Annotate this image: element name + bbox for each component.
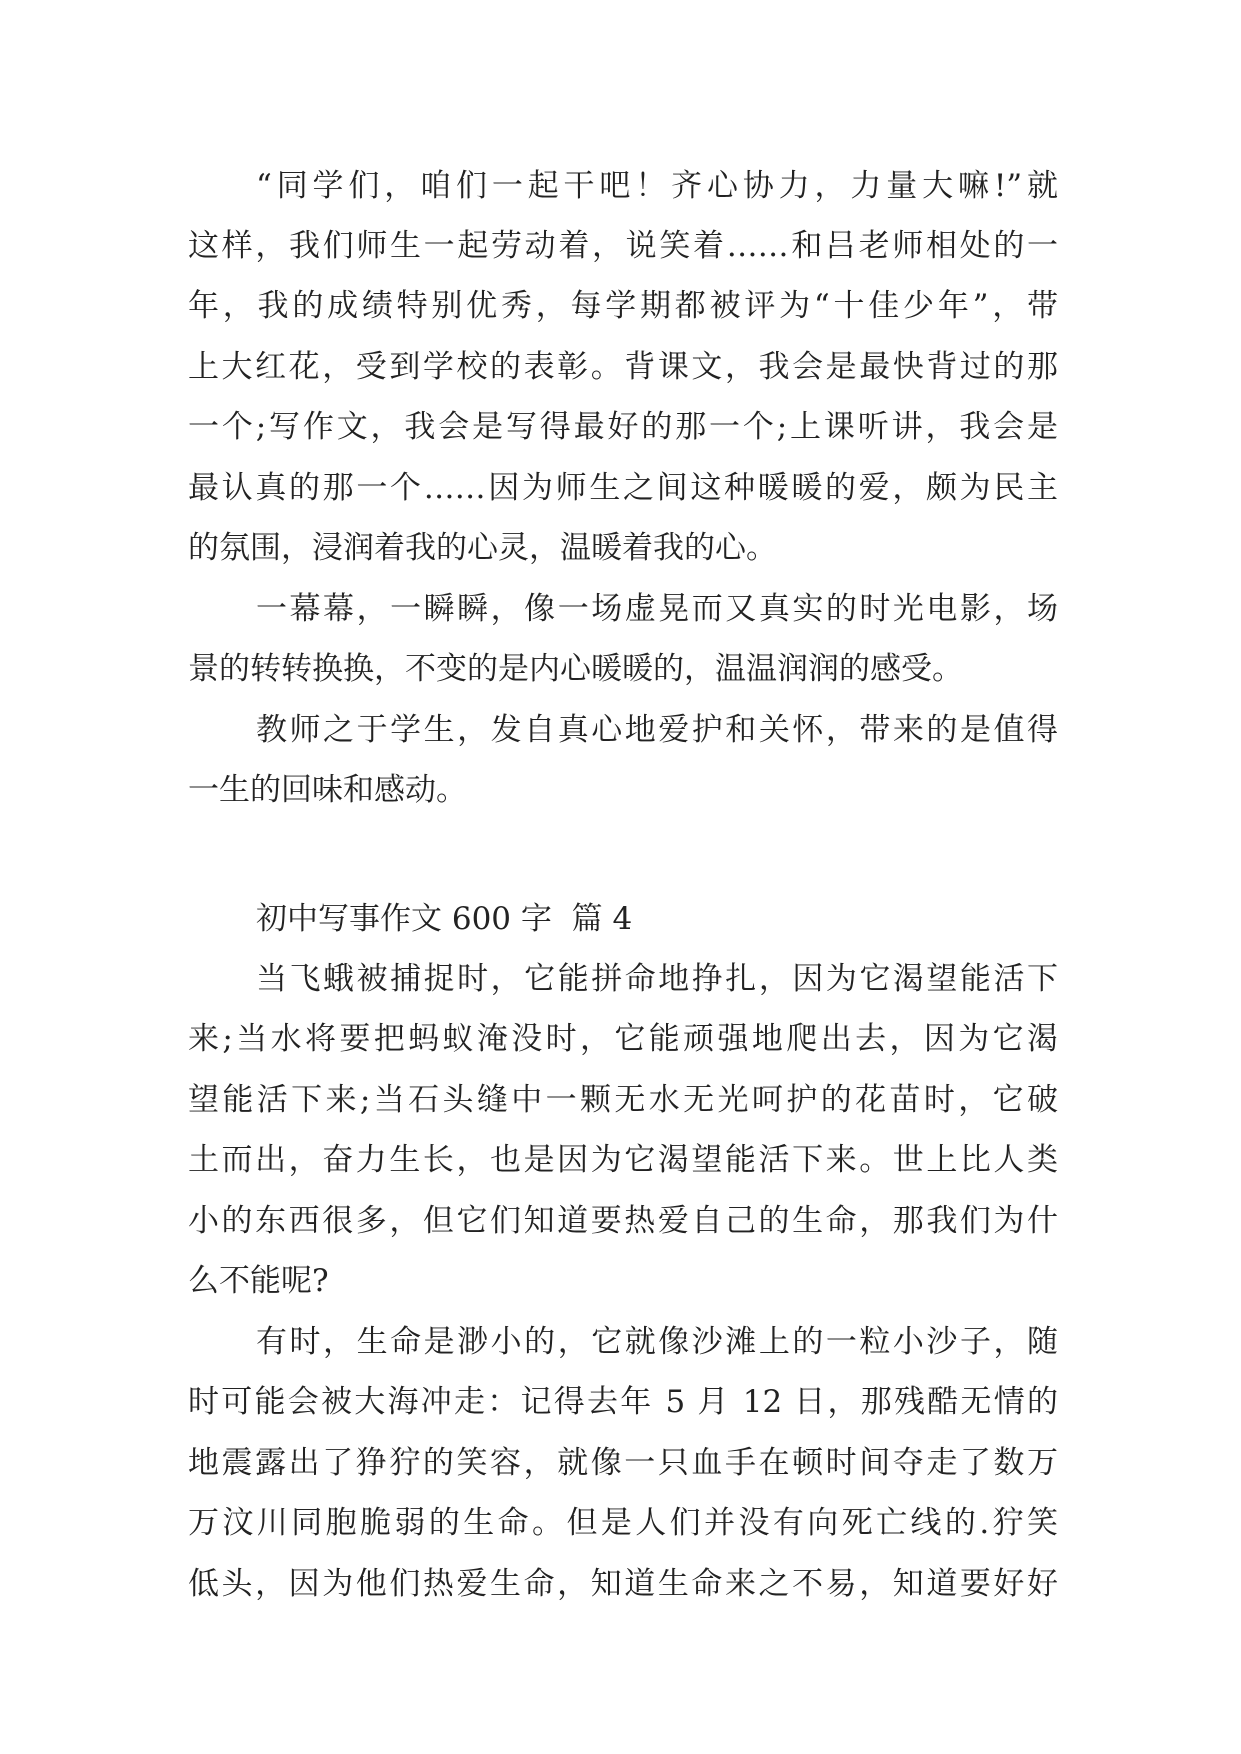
text-line: 万汶川同胞脆弱的生命。但是人们并没有向死亡线的.狞笑 xyxy=(188,1505,1058,1541)
text-line: 地震露出了狰狞的笑容，就像一只血手在顿时间夺走了数万 xyxy=(188,1445,1058,1481)
text-line: 一生的回味和感动。 xyxy=(188,772,467,808)
text-line: 有时，生命是渺小的，它就像沙滩上的一粒小沙子，随 xyxy=(256,1324,1058,1360)
text-line: 土而出，奋力生长，也是因为它渴望能活下来。世上比人类 xyxy=(188,1142,1058,1178)
text-line: 当飞蛾被捕捉时，它能拼命地挣扎，因为它渴望能活下 xyxy=(256,961,1058,997)
text-line: 最认真的那一个……因为师生之间这种暖暖的爱，颇为民主 xyxy=(188,470,1058,506)
text-line: 的氛围，浸润着我的心灵，温暖着我的心。 xyxy=(188,530,777,566)
text-line: 小的东西很多，但它们知道要热爱自己的生命，那我们为什 xyxy=(188,1203,1058,1239)
text-line: 上大红花，受到学校的表彰。背课文，我会是最快背过的那 xyxy=(188,349,1058,385)
text-line: 一个;写作文，我会是写得最好的那一个;上课听讲，我会是 xyxy=(188,409,1058,445)
text-line: 这样，我们师生一起劳动着，说笑着……和吕老师相处的一 xyxy=(188,228,1058,264)
text-line: 时可能会被大海冲走：记得去年 5 月 12 日，那残酷无情的 xyxy=(188,1384,1058,1420)
text-line: 来;当水将要把蚂蚁淹没时，它能顽强地爬出去，因为它渴 xyxy=(188,1021,1058,1057)
text-line: 么不能呢? xyxy=(188,1263,329,1299)
text-line: 低头，因为他们热爱生命，知道生命来之不易，知道要好好 xyxy=(188,1566,1058,1602)
text-line: 一幕幕，一瞬瞬，像一场虚晃而又真实的时光电影，场 xyxy=(256,591,1058,627)
text-line: 教师之于学生，发自真心地爱护和关怀，带来的是值得 xyxy=(256,712,1058,748)
text-line: 景的转转换换，不变的是内心暖暖的，温温润润的感受。 xyxy=(188,651,963,687)
section-heading: 初中写事作文 600 字 篇 4 xyxy=(256,901,633,937)
text-line: 望能活下来;当石头缝中一颗无水无光呵护的花苗时，它破 xyxy=(188,1082,1058,1118)
text-line: 年，我的成绩特别优秀，每学期都被评为“十佳少年”，带 xyxy=(188,288,1058,324)
text-line: “同学们，咱们一起干吧！齐心协力，力量大嘛!”就 xyxy=(256,168,1058,204)
